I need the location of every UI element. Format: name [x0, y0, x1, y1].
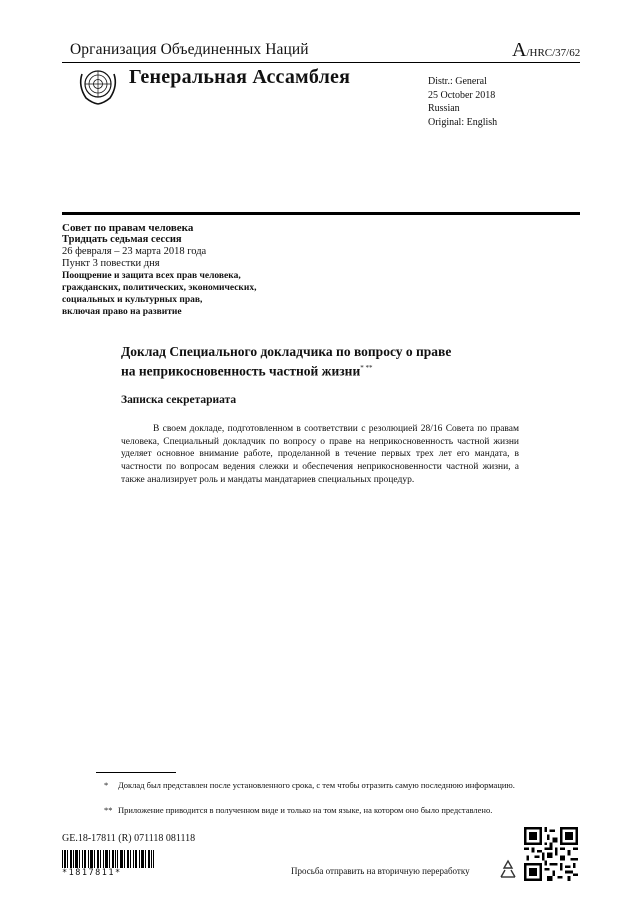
title-footnote-marks: * **: [360, 364, 373, 372]
distribution-block: [428, 75, 497, 129]
footnote-mark: *: [104, 780, 109, 790]
barcode-text: *1817811*: [62, 868, 122, 878]
qr-code-icon: [524, 827, 578, 881]
distr-line: Distr.: General: [428, 76, 487, 87]
footnote-1: [104, 779, 534, 805]
distr-line: 25 October 2018: [428, 89, 496, 101]
note-heading: Записка секретариата: [121, 394, 237, 406]
footnote-text: Доклад был представлен после установленного срока, с тем чтобы отразить самую последнюю информацию.: [118, 780, 515, 790]
agenda-line: гражданских, политических, экономических,: [62, 283, 257, 293]
session-dates: 26 февраля – 23 марта 2018 года: [62, 246, 207, 257]
barcode-icon: [62, 850, 154, 868]
distr-line: Original: English: [428, 116, 498, 128]
report-title: [121, 343, 451, 380]
council-block: [62, 222, 257, 318]
summary-text: В своем докладе, подготовленном в соответствии с резолюцией 28/16 Совета по правам человека, Специальный докладчик по вопросу о праве на неприкосновенность частной жизни уделяет основное внимание работе, проделанной в течение первых трех лет его мандата, в частности по вопросам ведения слежки и обеспечения неприкосновенности частной жизни, а также анализирует роль и мандаты мандатариев специальных процедур.: [121, 424, 519, 485]
title-line-1: Доклад Специального докладчика по вопросу о праве: [121, 344, 452, 359]
distr-line: Russian: [428, 103, 460, 114]
agenda-line: Поощрение и защита всех прав человека,: [62, 271, 241, 281]
footnote-text: Приложение приводится в полученном виде и только на том языке, на котором оно было представлено.: [118, 805, 493, 815]
footnote-mark: **: [104, 805, 113, 815]
agenda-line: включая право на развитие: [62, 307, 182, 317]
council-name: Совет по правам человека: [62, 222, 194, 234]
summary-paragraph: [121, 423, 519, 487]
header-rule: [62, 62, 580, 63]
title-line-2: на неприкосновенность частной жизни: [121, 363, 361, 379]
recycle-note: Просьба отправить на вторичную переработку: [291, 866, 470, 876]
general-assembly-title: Генеральная Ассамблея: [129, 66, 351, 88]
agenda-item: Пункт 3 повестки дня: [62, 258, 160, 269]
session-name: Тридцать седьмая сессия: [62, 234, 182, 245]
footnote-rule: [96, 772, 176, 773]
document-number: GE.18-17811 (R) 071118 081118: [62, 833, 196, 844]
symbol-letter: A: [512, 39, 527, 61]
recycle-icon: [497, 858, 519, 880]
footnote-2: [104, 804, 534, 830]
symbol-rest: /HRC/37/62: [526, 47, 581, 59]
un-emblem-icon: [76, 66, 120, 106]
agenda-line: социальных и культурных прав,: [62, 295, 203, 305]
thick-rule: [62, 212, 580, 215]
organization-name: Организация Объединенных Наций: [70, 41, 309, 58]
document-symbol: [512, 39, 580, 62]
